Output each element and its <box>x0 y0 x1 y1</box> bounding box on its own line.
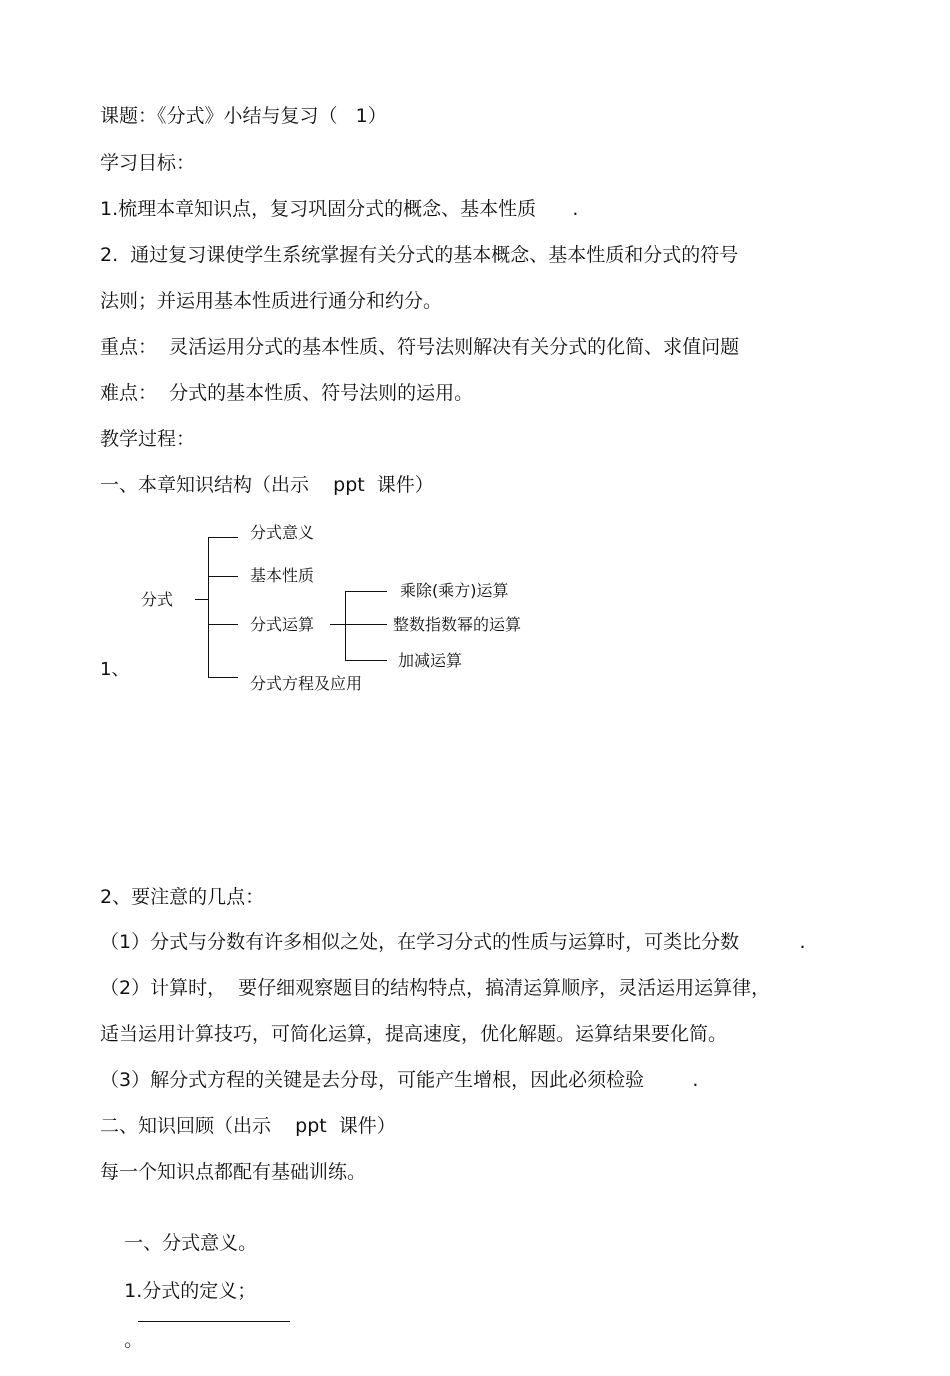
root-connector <box>195 599 208 600</box>
review-item-label: 一、分式意义。 <box>124 1232 258 1254</box>
objective-2-line-2: 法则；并运用基本性质进行通分和约分。 <box>100 290 443 312</box>
operation-tick-1 <box>345 591 387 592</box>
section-2-heading: 二、知识回顾（出示 ppt 课件） <box>100 1115 396 1137</box>
branch-tick-1 <box>208 537 238 538</box>
note-2-line-2: 适当运用计算技巧，可简化运算，提高速度，优化解题。运算结果要化简。 <box>100 1023 728 1045</box>
branch-tick-4 <box>208 677 238 678</box>
key-point: 重点： 灵活运用分式的基本性质、符号法则解决有关分式的化简、求值问题 <box>100 336 740 358</box>
branch-operation: 分式运算 <box>250 615 315 634</box>
objectives-heading: 学习目标： <box>100 152 196 174</box>
section-1-heading: 一、本章知识结构（出示 ppt 课件） <box>100 474 434 496</box>
operation-tick-3 <box>345 660 387 661</box>
note-1: （1）分式与分数有许多相似之处，在学习分式的性质与运算时，可类比分数 . <box>100 931 806 953</box>
operation-bracket <box>345 591 346 660</box>
op-integer-exponent: 整数指数幂的运算 <box>393 615 522 634</box>
difficulty: 难点： 分式的基本性质、符号法则的运用。 <box>100 382 474 404</box>
branch-tick-3 <box>208 624 238 625</box>
branch-bracket <box>208 537 209 677</box>
definition-blank <box>138 1303 290 1322</box>
operation-tick-2 <box>345 624 387 625</box>
diagram-number: 1、 <box>100 659 130 680</box>
branch-equation: 分式方程及应用 <box>250 674 363 693</box>
objective-1: 1.梳理本章知识点，复习巩固分式的概念、基本性质 . <box>100 198 579 220</box>
review-intro: 每一个知识点都配有基础训练。 <box>100 1161 367 1183</box>
review-item-question: 1.分式的定义； <box>124 1280 257 1302</box>
branch-basic-property: 基本性质 <box>250 566 315 585</box>
lesson-title: 课题：《分式》小结与复习（ 1） <box>100 105 387 127</box>
op-multiply-divide: 乘除(乘方)运算 <box>400 581 509 600</box>
diagram-root: 分式 <box>141 590 174 609</box>
op-add-subtract: 加减运算 <box>398 651 463 670</box>
branch-meaning: 分式意义 <box>250 523 315 542</box>
notes-heading: 2、要注意的几点： <box>100 886 265 908</box>
note-3: （3）解分式方程的关键是去分母，可能产生增根，因此必须检验 . <box>100 1069 699 1091</box>
branch-tick-2 <box>208 576 238 577</box>
review-item <box>100 1207 294 1376</box>
review-item-end: 。 <box>124 1329 144 1351</box>
teaching-process-heading: 教学过程： <box>100 428 196 450</box>
note-2-line-1: （2）计算时， 要仔细观察题目的结构特点，搞清运算顺序，灵活运用运算律， <box>100 977 771 999</box>
operation-connector <box>330 624 345 625</box>
objective-2-line-1: 2. 通过复习课使学生系统掌握有关分式的基本概念、基本性质和分式的符号 <box>100 244 739 266</box>
